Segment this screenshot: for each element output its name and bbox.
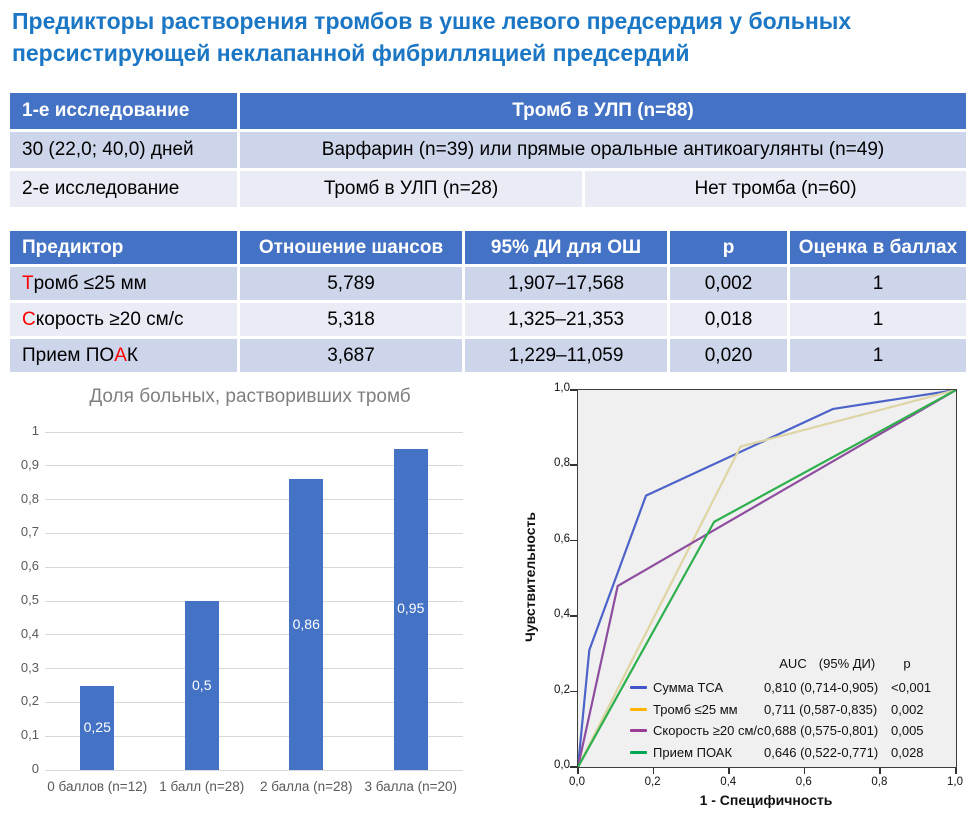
bar-category-label: 1 балл (n=28)	[159, 779, 245, 794]
roc-tick-mark	[570, 691, 577, 693]
label-part: ромб ≤25 мм	[33, 272, 147, 294]
roc-x-tick-label: 0,2	[644, 776, 661, 788]
predictor-row-velocity	[10, 303, 966, 336]
page-title	[12, 5, 962, 69]
bar-y-tick-label: 0,5	[20, 592, 39, 607]
study-header-cell-1: 1-е исследование	[10, 93, 237, 129]
ci-value: 1,907–17,568	[465, 267, 667, 300]
bar-y-tick-label: 0,2	[20, 693, 39, 709]
legend-swatch	[630, 686, 647, 689]
roc-legend-header-ci: (95% ДИ)	[818, 656, 876, 671]
roc-chart	[500, 383, 978, 821]
bar-gridline	[45, 432, 463, 433]
legend-series-label: Тромб ≤25 мм	[653, 701, 738, 717]
predictor-table-header-row	[10, 231, 966, 264]
study-table-header-row	[10, 93, 966, 129]
roc-y-tick-label: 0,0	[554, 759, 570, 771]
legend-swatch	[630, 708, 647, 711]
label-part: корость ≥20 см/с	[35, 308, 184, 330]
roc-y-tick-label: 0,4	[554, 608, 570, 621]
bar-value-label: 0,95	[397, 600, 425, 617]
roc-y-tick-label: 0,6	[554, 532, 570, 545]
p-value: 0,018	[670, 303, 787, 336]
label-red-letter: С	[22, 308, 36, 330]
roc-y-tick-label: 0,2	[554, 683, 570, 696]
study-table-row	[10, 132, 966, 168]
legend-swatch	[630, 729, 647, 732]
legend-p-value: <0,001	[891, 680, 932, 695]
predictor-header-predictor: Предиктор	[10, 231, 237, 264]
roc-x-tick-label: 0,0	[569, 776, 585, 788]
odds-ratio-value: 3,687	[240, 339, 462, 372]
roc-legend-header-auc: AUC	[779, 656, 807, 671]
roc-tick-mark	[653, 768, 655, 774]
predictor-label	[10, 303, 237, 336]
legend-series-label: Прием ПОАК	[653, 744, 733, 760]
legend-auc-value: 0,646 (0,522-0,771)	[764, 744, 879, 760]
roc-tick-mark	[570, 464, 577, 466]
roc-tick-mark	[570, 766, 577, 768]
ci-value: 1,229–11,059	[465, 339, 667, 372]
predictor-label	[10, 339, 237, 372]
odds-ratio-value: 5,318	[240, 303, 462, 336]
predictor-header-ci: 95% ДИ для ОШ	[465, 231, 667, 264]
page-title-line2: персистирующей неклапанной фибрилляцией предсердий	[12, 40, 690, 66]
predictor-header-score: Оценка в баллах	[790, 231, 966, 264]
bar-y-tick-label: 0,7	[20, 524, 39, 540]
roc-x-tick-label: 0,4	[720, 776, 737, 788]
score-value: 1	[790, 339, 966, 372]
bar-y-tick-label: 0,3	[20, 659, 39, 675]
study-row3-cell-1: 2-е исследование	[10, 171, 237, 207]
roc-tick-mark	[570, 389, 577, 391]
bar-y-tick-label: 0,9	[20, 456, 39, 472]
roc-legend-header-p: p	[903, 656, 911, 671]
bar-category-label: 0 баллов (n=12)	[47, 779, 148, 794]
label-part: К	[126, 344, 138, 366]
label-red-letter: Т	[22, 272, 34, 294]
odds-ratio-value: 5,789	[240, 267, 462, 300]
predictor-row-thrombus	[10, 267, 966, 300]
page-title-line1: Предикторы растворения тромбов в ушке левого предсердия у больных	[12, 8, 852, 34]
legend-auc-value: 0,711 (0,587-0,835)	[764, 701, 878, 717]
study-table-row	[10, 171, 966, 207]
bar-value-label: 0,25	[83, 718, 111, 735]
bar-y-tick-label: 0,8	[20, 490, 39, 506]
roc-tick-mark	[955, 768, 957, 774]
roc-tick-mark	[570, 615, 577, 617]
roc-x-tick-label: 0,8	[871, 776, 888, 788]
label-part: Прием ПО	[22, 344, 115, 366]
roc-tick-mark	[804, 768, 806, 774]
roc-tick-mark	[577, 768, 579, 774]
bar-y-tick-label: 0,4	[20, 625, 39, 641]
roc-y-tick-label: 1,0	[554, 382, 570, 394]
roc-tick-mark	[570, 540, 577, 542]
score-value: 1	[790, 267, 966, 300]
legend-auc-value: 0,810 (0,714-0,905)	[764, 680, 879, 695]
bar-y-tick-label: 1	[31, 423, 39, 438]
legend-auc-value: 0,688 (0,575-0,801)	[764, 723, 879, 738]
bar-chart-plot	[20, 423, 463, 794]
roc-plot	[577, 389, 957, 768]
study-row2-cell-2: Варфарин (n=39) или прямые оральные антикоагулянты (n=49)	[240, 132, 966, 168]
study-header-cell-2: Тромб в УЛП (n=88)	[240, 93, 966, 129]
legend-p-value: 0,005	[891, 723, 924, 738]
bar-y-tick-label: 0,1	[20, 727, 39, 743]
legend-series-label: Скорость ≥20 см/с	[653, 723, 764, 738]
p-value: 0,002	[670, 267, 787, 300]
predictor-row-doac	[10, 339, 966, 372]
ci-value: 1,325–21,353	[465, 303, 667, 336]
legend-series-label: Сумма ТСА	[653, 680, 724, 695]
bar-chart	[10, 385, 480, 815]
bar-value-label: 0,5	[192, 676, 212, 693]
roc-y-tick-label: 0,8	[554, 457, 570, 470]
legend-p-value: 0,028	[891, 744, 924, 760]
legend-p-value: 0,002	[891, 701, 924, 717]
score-value: 1	[790, 303, 966, 336]
study-row3-cell-2: Тромб в УЛП (n=28)	[240, 171, 582, 207]
roc-tick-mark	[728, 768, 730, 774]
roc-x-tick-label: 1,0	[947, 776, 963, 788]
bar-value-label: 0,86	[292, 615, 320, 632]
p-value: 0,020	[670, 339, 787, 372]
legend-swatch	[630, 751, 647, 754]
predictor-label	[10, 267, 237, 300]
predictor-table	[10, 231, 966, 372]
roc-tick-mark	[879, 768, 881, 774]
bar-y-tick-label: 0	[31, 761, 39, 776]
study-row2-cell-1: 30 (22,0; 40,0) дней	[10, 132, 237, 168]
bar-category-label: 3 балла (n=20)	[364, 779, 458, 794]
predictor-header-or: Отношение шансов	[240, 231, 462, 264]
bar-y-tick-label: 0,6	[20, 558, 39, 574]
roc-x-tick-label: 0,6	[795, 776, 812, 788]
label-red-letter: А	[114, 344, 127, 366]
bar-category-label: 2 балла (n=28)	[259, 779, 353, 794]
roc-x-axis-label: 1 - Специфичность	[699, 792, 833, 808]
predictor-header-p: p	[670, 231, 787, 264]
study-row3-cell-3: Нет тромба (n=60)	[585, 171, 966, 207]
study-table	[10, 93, 966, 207]
bar-chart-title: Доля больных, растворивших тромб	[89, 386, 411, 407]
roc-y-axis-label: Чувствительность	[522, 512, 538, 642]
